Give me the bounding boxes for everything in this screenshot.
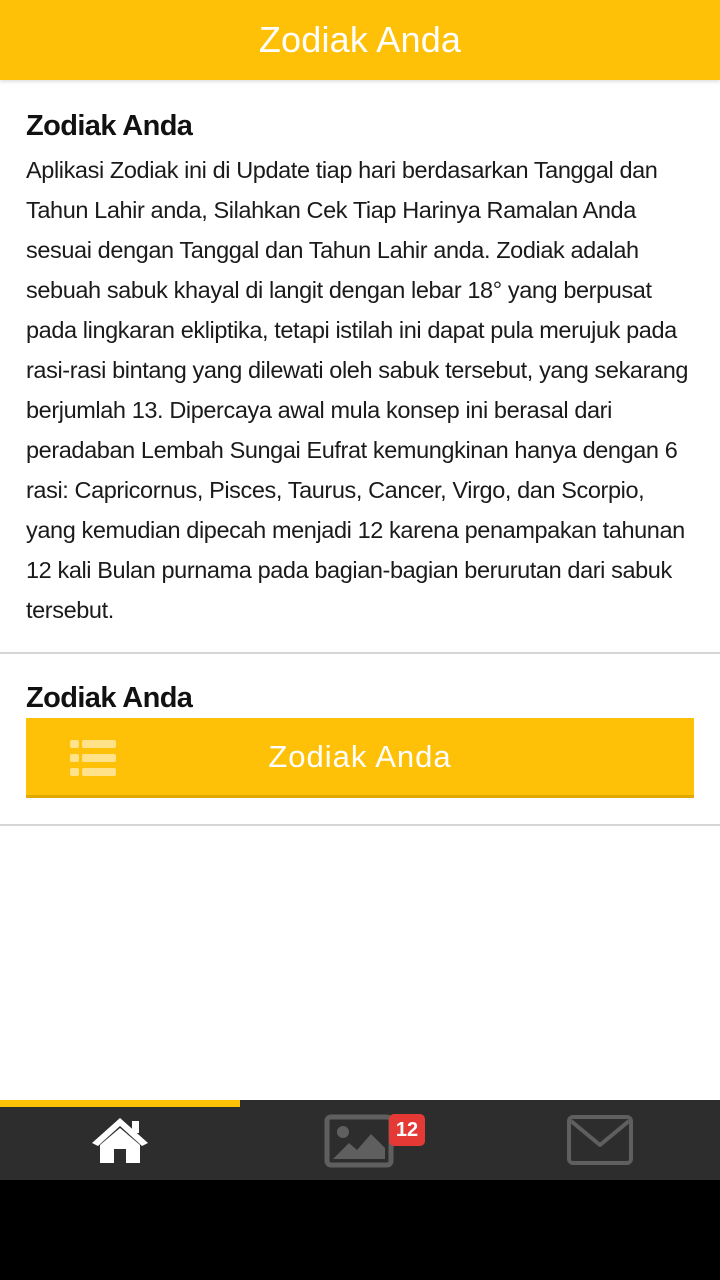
image-icon bbox=[324, 1112, 396, 1168]
intro-section bbox=[0, 80, 720, 654]
zodiak-anda-button[interactable] bbox=[26, 718, 694, 798]
nav-home-tab[interactable] bbox=[0, 1100, 240, 1180]
page-title: Zodiak Anda bbox=[258, 19, 462, 60]
zodiak-anda-button-label: Zodiak Anda bbox=[268, 738, 452, 774]
system-navigation-bar bbox=[0, 1180, 720, 1280]
nav-gallery-tab[interactable] bbox=[240, 1100, 480, 1180]
mail-icon bbox=[566, 1113, 634, 1167]
notification-badge: 12 bbox=[389, 1114, 425, 1146]
home-icon bbox=[90, 1115, 150, 1165]
intro-heading: Zodiak Anda bbox=[26, 110, 193, 142]
menu-section bbox=[0, 654, 720, 826]
bottom-navigation bbox=[0, 1100, 720, 1180]
menu-heading: Zodiak Anda bbox=[26, 682, 193, 714]
intro-text: Aplikasi Zodiak ini di Update tiap hari berdasarkan Tanggal dan Tahun Lahir anda, Silahkan Cek Tiap Harinya Ramalan Anda sesuai dengan Tanggal dan Tahun Lahir anda. Zodiak adalah sebuah sabuk khayal di langit dengan lebar 18° yang berpusat pada lingkaran ekliptika, tetapi istilah ini dapat pula merujuk pada rasi-rasi bintang yang dilewati oleh sabuk tersebut, yang sekarang berjumlah 13. Dipercaya awal mula konsep ini berasal dari peradaban Lembah Sungai Eufrat kemungkinan hanya dengan 6 rasi: Capricornus, Pisces, Taurus, Cancer, Virgo, dan Scorpio, yang kemudian dipecah menjadi 12 karena penampakan tahunan 12 kali Bulan purnama pada bagian-bagian berurutan dari sabuk tersebut. bbox=[26, 157, 689, 623]
top-app-bar bbox=[0, 0, 720, 80]
nav-mail-tab[interactable] bbox=[480, 1100, 720, 1180]
list-icon bbox=[70, 738, 118, 778]
